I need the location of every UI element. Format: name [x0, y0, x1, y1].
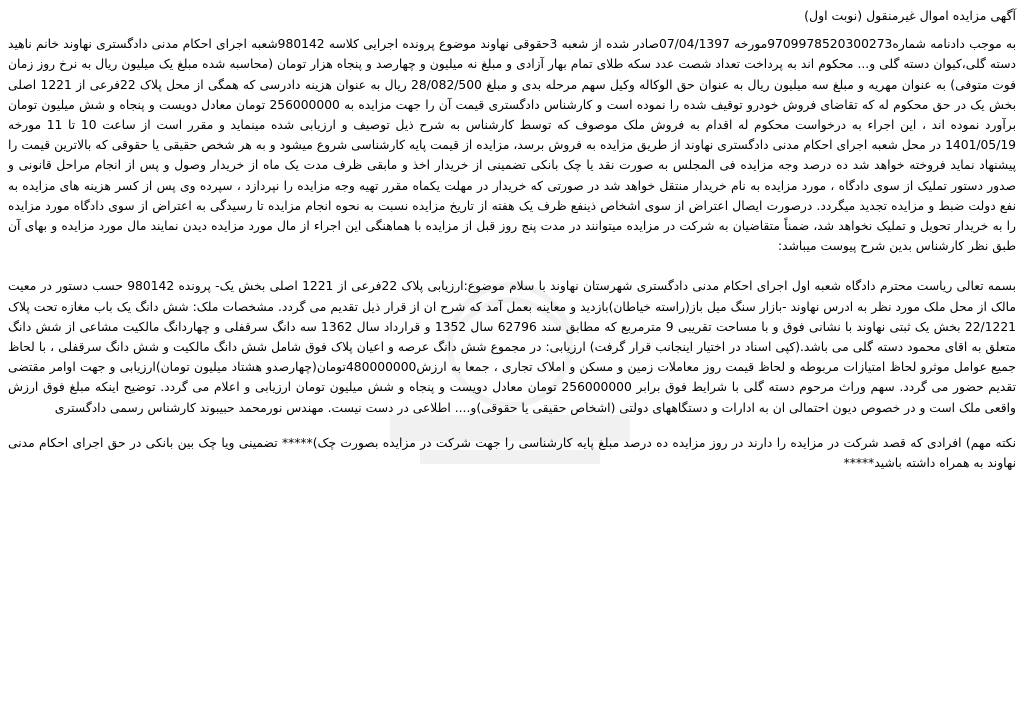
notice-paragraph-main: به موجب دادنامه شماره9709978520300273مورخه 07/04/1397صادر شده از شعبه 3حقوقی نهاوند موضوع پرونده اجرایی کلاسه 980142شعبه اجرای احکام مدنی دادگستری نهاوند خانم ناهید دسته گلی،کیوان دسته گلی و... محکوم اند به پرداخت تعداد شصت عدد سکه طلای تمام بهار آزادی و مبلغ نه میلیون و چهارصد و پنجاه هزار تومان (محاسبه شده مبلغ یک میلیون ریال به نرخ روز زمان فوت متوفی) به عنوان مهریه و مبلغ سه میلیون ریال به عنوان حق الوکاله وکیل سهم مرحله بدی و مبلغ 28/082/500 ریال به عنوان هزینه دادرسی که همگی از محل پلاک 22فرعی از 1221 اصلی بخش یک در حق محکوم له که تقاضای فروش خودرو توقیف شده را نموده است و کارشناس دادگستری قیمت آن را جهت مزایده به 256000000 تومان معادل دویست و پنجاه و شش میلیون تومان برآورد نموده اند ، این اجراء به درخواست محکوم له اقدام به فروش ملک موصوف که توسط کارشناس به شرح ذیل توصیف و ارزیابی شده مینماید و مقرر است از ساعت 10 تا 11 مورخه 1401/05/19 در محل شعبه اجرای احکام مدنی دادگستری نهاوند از طریق مزایده به فروش برسد، مزایده از قیمت پایه کارشناسی شروع میشود و به هر شخص حقیقی یا حقوقی که بالاترین قیمت را پیشنهاد نماید فروخته خواهد شد ده درصد وجه مزایده فی المجلس به صورت نقد یا چک بانکی تضمینی از خریدار اخذ و مابقی ظرف مدت یک ماه از خریدار وصول و پس از انجام مراحل قانونی و صدور دستور تملیک از سوی دادگاه ، مورد مزایده به نام خریدار منتقل خواهد شد در صورتی که خریدار در مهلت یکماه مقرر تهیه وجه مزایده را نپردازد ، سپرده وی پس از کسر هزینه های مزایده به نفع دولت ضبط و مزایده تجدید میگردد. درصورت ایصال اعتراض از سوی اشخاص ذینفع ظرف یک هفته از تاریخ مزایده نسبت به نحوه انجام مزایده تا رسیدگی به اعتراض از سوی دادگاه مورد مزایده را به خریدار تحویل و تملیک نخواهد شد، ضمناً متقاضیان به شرکت در مزایده میتوانند در مدت پنج روز قبل از مزایده با هماهنگی این اجراء از مال مورد مزایده دیدن نمایند مال مورد مزایده و بهای آن طبق نظر کارشناس بدین شرح پیوست میباشد: [8, 37, 1016, 254]
notice-title: آگهی مزایده اموال غیرمنقول (نوبت اول) [804, 8, 1016, 23]
auction-notice-document [8, 6, 1016, 473]
notice-important-note: نکته مهم) افرادی که قصد شرکت در مزایده را دارند در روز مزایده ده درصد مبلغ پایه کارشناسی را جهت شرکت در مزایده بصورت چک)***** تضمینی ویا چک بین بانکی در حق اجرای احکام مدنی نهاوند به همراه داشته باشید***** [8, 435, 1016, 471]
notice-paragraph-expert-appraisal: بسمه تعالی ریاست محترم دادگاه شعبه اول اجرای احکام مدنی دادگستری شهرستان نهاوند با سلام موضوع:ارزیابی پلاک 22فرعی از 1221 اصلی بخش یک- پرونده 980142 حسب دستور در معیت مالک از محل ملک مورد نظر به ادرس نهاوند -بازار سنگ میل باز(راسته خیاطان)بازدید و معاینه بعمل آمد که شرح ان از قرار ذیل تقدیم می گردد. مشخصات ملک: شش دانگ یک باب مغازه تحت پلاک 22/1221 بخش یک ثبتی نهاوند با نشانی فوق و با مساحت تقریبی 9 مترمربع که مطابق سند 62796 سال 1352 و قرارداد سال 1362 سه دانگ سرقفلی و چهاردانگ مالکیت مشاعی از شش دانگ متعلق به اقای محمود دسته گلی می باشد.(کپی اسناد در اختیار اینجانب قرار گرفت) ارزیابی: در مجموع شش دانگ عرصه و اعیان پلاک فوق شامل شش دانگ مالکیت و شش دانگ سرقفلی ، با لحاظ جمیع عوامل موثرو لحاظ امتیازات مربوطه و لحاظ قیمت روز معاملات زمین و مسکن و املاک تجاری ، جمعا به ارزش480000000تومان(چهارصدو هشتاد میلیون تومان)ارزیابی و جهت اوامر مقتضی تقدیم حضور می گردد. سهم وراث مرحوم دسته گلی با شرایط فوق برابر 256000000 تومان معادل دویست و پنجاه و شش میلیون تومان ارزیابی و اعلام می گردد. توضیح اینکه مبلغ فوق ارزش واقعی ملک است و در خصوص دیون احتمالی ان به ادارات و دستگاههای دولتی (اشخاص حقیقی یا حقوقی)و.... اطلاعی در دست نیست. مهندس نورمحمد حبیبوند کارشناس رسمی دادگستری [8, 279, 1017, 415]
